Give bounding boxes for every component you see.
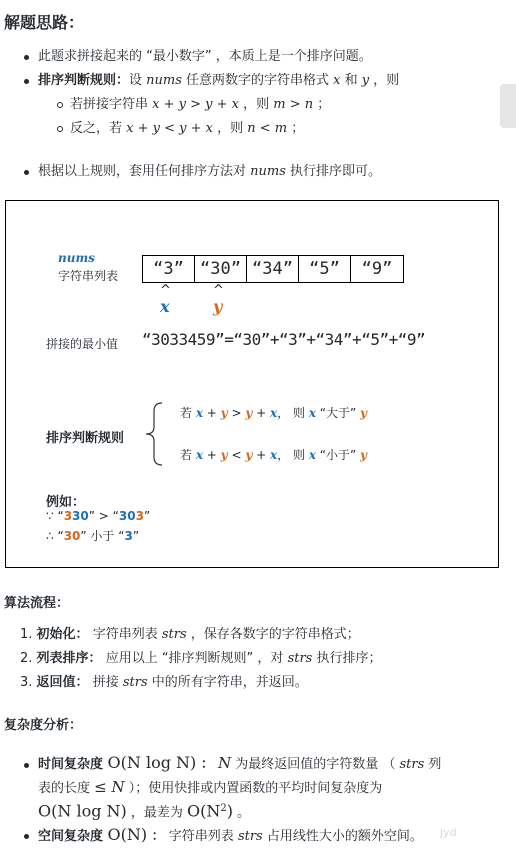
array-cell: “3” [143,256,195,282]
diagram-figure [5,200,499,568]
array-cell: “34” [247,256,299,282]
example-label: 例如： [46,495,86,510]
sub-bullet-circle [57,102,63,108]
var-y: y [213,297,223,316]
bullet-dot [24,170,29,175]
caret-y: ^ [213,283,224,298]
bullet-dot [24,55,29,60]
bullet-1: 此题求拼接起来的 “最小数字” ，本质上是一个排序问题。 [38,49,372,64]
bullet-dot [24,79,29,84]
example-line-2: ∴ “30” 小于 “3” [46,529,140,543]
step-2: 2. 列表排序： 应用以上 “排序判断规则” ，对 strs 执行排序； [20,651,382,666]
rule-greater: 若 x + y > y + x， 则 x “大于” y [180,406,368,420]
sub-bullet-1: 若拼接字符串 x + y > y + x ，则 m > n ； [70,97,331,112]
string-list-label: 字符串列表 [58,269,119,283]
section-title-algorithm: 算法流程： [4,596,70,611]
side-toolbar-tab[interactable] [500,84,516,128]
time-complexity: 时间复杂度 O(N log N) ： N 为最终返回值的字符数量 （ strs 列 [38,753,442,772]
caret-x: ^ [160,283,171,298]
example-line-1: ∵ “330” > “303” [46,509,151,523]
bullet-2: 排序判断规则：设 nums 任意两数字的字符串格式 x 和 y ，则 [38,73,400,88]
string-array [142,255,404,283]
rule-brace [134,401,164,467]
array-cell: “5” [299,256,351,282]
array-cell: “9” [361,259,393,279]
section-title-complexity: 复杂度分析： [4,718,83,733]
min-value-expression: “3033459”=“30”+“3”+“34”+“5”+“9” [142,330,426,349]
time-complexity-line-2: 表的长度 ≤ N ）；使用快排或内置函数的平均时间复杂度为 [38,778,383,796]
bullet-3: 根据以上规则，套用任何排序方法对 nums 执行排序即可。 [38,164,382,179]
bullet-dot [24,763,29,768]
time-complexity-line-3: O(N log N) ，最差为 $O(N^2)$ 。 [38,801,251,821]
rule-label: 排序判断规则 [46,431,125,446]
bullet-dot [24,834,29,839]
array-cell: “30” [195,256,247,282]
space-complexity: 空间复杂度 O(N) ： 字符串列表 strs 占用线性大小的额外空间。 [38,825,423,844]
sub-bullet-2: 反之，若 x + y < y + x ，则 n < m ； [70,121,305,136]
rule-less: 若 x + y < y + x， 则 x “小于” y [180,448,368,462]
nums-label: nums [58,251,95,265]
watermark: jyd [440,826,457,839]
min-value-label: 拼接的最小值 [46,337,119,351]
step-3: 3. 返回值： 拼接 strs 中的所有字符串，并返回。 [20,675,308,690]
step-1: 1. 初始化： 字符串列表 strs ，保存各数字的字符串格式； [20,627,360,642]
var-x: x [160,297,170,316]
sub-bullet-circle [57,126,63,132]
section-title-approach: 解题思路： [4,13,85,32]
